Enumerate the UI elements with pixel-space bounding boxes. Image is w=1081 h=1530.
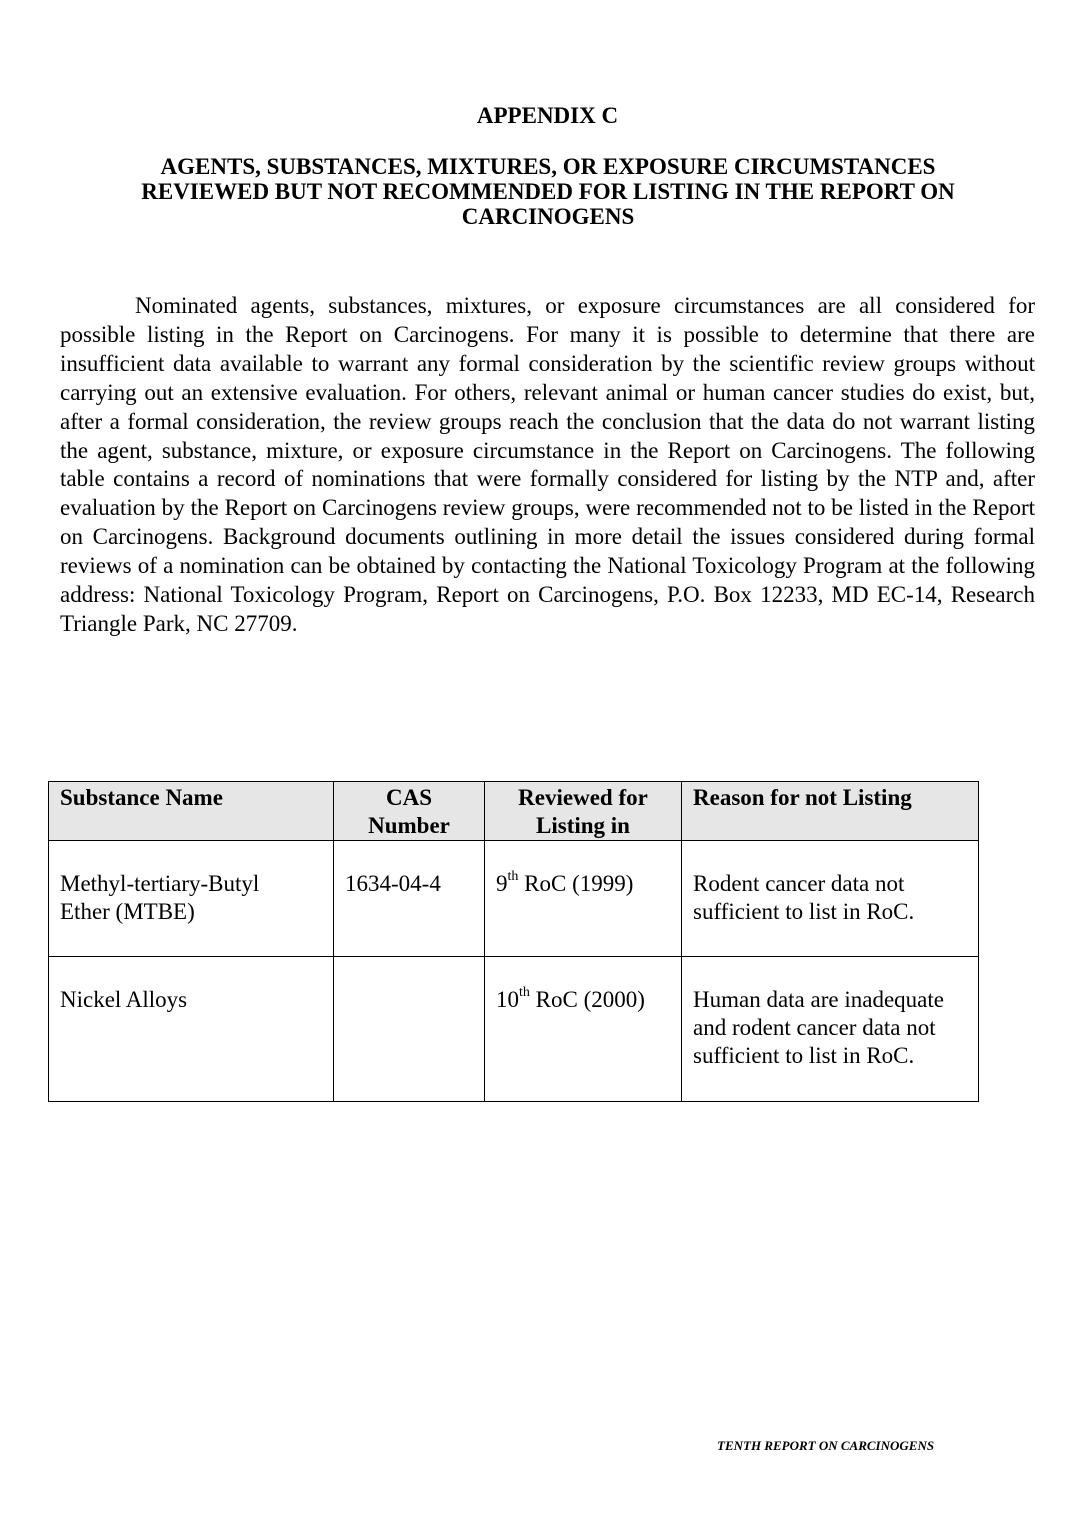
edition-number: 9	[496, 871, 508, 896]
header-reviewed-line: Reviewed for	[518, 785, 648, 810]
cell-cas-number	[334, 957, 485, 1102]
cell-text-line: Human data are inadequate	[693, 987, 944, 1012]
header-substance-name: Substance Name	[49, 782, 334, 841]
cell-text-line: sufficient to list in RoC.	[693, 1043, 915, 1068]
cell-substance-name	[49, 957, 334, 1102]
table-row	[49, 957, 979, 1102]
header-reviewed-line: Listing in	[536, 813, 630, 838]
cell-text-line: sufficient to list in RoC.	[693, 899, 915, 924]
cell-cas-number: 1634-04-4	[334, 841, 485, 957]
header-cas-line: CAS	[385, 785, 432, 810]
cell-substance-name	[49, 841, 334, 957]
table-row	[49, 841, 979, 957]
edition-number: 10	[496, 987, 519, 1012]
cell-reason	[682, 957, 979, 1102]
header-reviewed-for	[485, 782, 682, 841]
header-cas-line: Number	[368, 813, 450, 838]
cell-reviewed-in	[485, 841, 682, 957]
running-footer: TENTH REPORT ON CARCINOGENS	[717, 1438, 935, 1453]
section-title	[60, 154, 1036, 229]
section-title-line: CARCINOGENS	[461, 204, 635, 229]
cell-text-line: Ether (MTBE)	[60, 899, 195, 924]
intro-paragraph: Nominated agents, substances, mixtures, or exposure circumstances are all considered for possible listing in the Report on Carcinogens. For many it is possible to determine that there are insufficient data available to warrant any formal consideration by the scientific review groups without carrying out an extensive evaluation. For others, relevant animal or human cancer studies do exist, but, after a formal consideration, the review groups reach the conclusion that the data do not warrant listing the agent, substance, mixture, or exposure circumstance in the Report on Carcinogens. The following table contains a record of nominations that were formally considered for listing by the NTP and, after evaluation by the Report on Carcinogens review groups, were recommended not to be listed in the Report on Carcinogens. Background documents outlining in more detail the issues considered during formal reviews of a nomination can be obtained by contacting the National Toxicology Program at the following address: National Toxicology Program, Report on Carcinogens, P.O. Box 12233, MD EC-14, Research Triangle Park, NC 27709.	[60, 293, 1035, 636]
cell-text-line: and rodent cancer data not	[693, 1015, 936, 1040]
appendix-heading: APPENDIX C	[476, 103, 619, 128]
ordinal-suffix: th	[519, 985, 530, 1001]
section-title-line: REVIEWED BUT NOT RECOMMENDED FOR LISTING IN THE REPORT ON	[141, 179, 955, 204]
table-header-row	[49, 782, 979, 841]
cell-reason	[682, 841, 979, 957]
cell-text-line: Nickel Alloys	[60, 987, 188, 1012]
header-cas-number	[334, 782, 485, 841]
edition-label: RoC (2000)	[529, 987, 645, 1012]
nominations-table	[48, 781, 979, 1102]
cell-text-line: Methyl-tertiary-Butyl	[60, 871, 260, 896]
ordinal-suffix: th	[507, 869, 519, 885]
header-reason: Reason for not Listing	[682, 782, 979, 841]
cell-reviewed-in	[485, 957, 682, 1102]
cell-text-line: Rodent cancer data not	[693, 871, 905, 896]
section-title-line: AGENTS, SUBSTANCES, MIXTURES, OR EXPOSURE CIRCUMSTANCES	[160, 154, 936, 179]
edition-label: RoC (1999)	[518, 871, 634, 896]
